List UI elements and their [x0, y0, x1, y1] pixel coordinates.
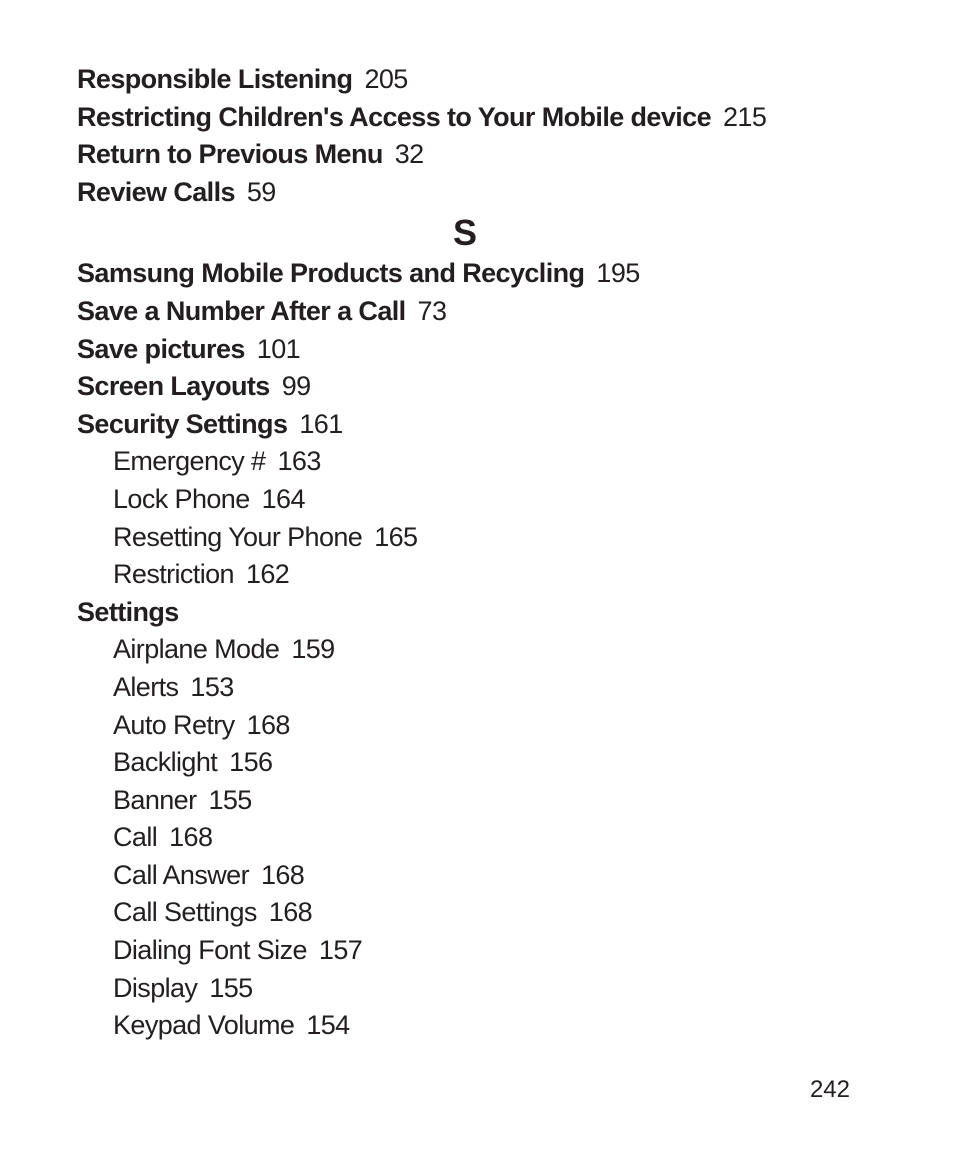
index-subentry	[77, 782, 897, 820]
index-page-ref: 168	[268, 897, 313, 928]
index-entry	[77, 594, 897, 632]
index-term: Lock Phone	[113, 483, 250, 514]
index-entry	[77, 293, 897, 331]
index-page-ref: 215	[723, 101, 767, 132]
index-term: Security Settings	[77, 408, 288, 439]
index-term: Restricting Children's Access to Your Mobile device	[77, 101, 711, 132]
page-number: 242	[809, 1076, 850, 1103]
index-entry	[77, 406, 897, 444]
index-page-ref: 159	[291, 634, 335, 665]
index-term: Keypad Volume	[113, 1010, 295, 1041]
index-entry	[77, 368, 897, 406]
index-page-ref: 163	[277, 446, 321, 477]
index-term: Save a Number After a Call	[77, 295, 406, 326]
index-term: Call	[113, 822, 158, 853]
index-subentry	[77, 556, 897, 594]
index-entry	[77, 331, 897, 369]
index-page-ref: 32	[394, 139, 424, 170]
index-subentry	[77, 970, 897, 1008]
index-term: Airplane Mode	[113, 634, 280, 665]
index-term: Return to Previous Menu	[77, 139, 383, 170]
index-term: Samsung Mobile Products and Recycling	[77, 258, 585, 289]
index-page-ref: 162	[245, 559, 290, 590]
index-term: Alerts	[113, 671, 179, 702]
index-term: Call Answer	[113, 859, 249, 890]
index-term: Review Calls	[77, 176, 235, 207]
index-page-ref: 155	[209, 972, 253, 1003]
index-subentry	[77, 631, 897, 669]
index-term: Dialing Font Size	[113, 935, 307, 966]
index-page-ref: 59	[246, 176, 276, 207]
index-page-ref: 153	[190, 671, 234, 702]
index-entry	[77, 61, 897, 99]
index-page-ref: 164	[261, 483, 305, 514]
index-term: Backlight	[113, 747, 218, 778]
index-term: Settings	[77, 596, 179, 627]
index-entry	[77, 255, 897, 293]
index-page-ref: 168	[260, 859, 305, 890]
index-page-ref: 195	[596, 258, 640, 289]
index-entry	[77, 99, 897, 137]
index-subentry	[77, 669, 897, 707]
index-term: Restriction	[113, 559, 234, 590]
index-subentry	[77, 1007, 897, 1045]
index-page-ref: 168	[246, 709, 290, 740]
index-subentry	[77, 707, 897, 745]
index-subentry	[77, 443, 897, 481]
index-term: Resetting Your Phone	[113, 521, 363, 552]
index-list	[77, 61, 897, 1045]
index-page-ref: 165	[374, 521, 418, 552]
index-subentry	[77, 932, 897, 970]
index-subentry	[77, 857, 897, 895]
index-page-ref: 101	[256, 333, 301, 364]
index-page-ref: 99	[281, 371, 311, 402]
index-term: Save pictures	[77, 333, 245, 364]
index-page-ref: 168	[169, 822, 213, 853]
index-page-ref: 157	[318, 935, 363, 966]
index-page-ref: 155	[208, 784, 252, 815]
index-subentry	[77, 481, 897, 519]
index-entry	[77, 136, 897, 174]
index-term: Auto Retry	[113, 709, 235, 740]
index-subentry	[77, 894, 897, 932]
index-term: Display	[113, 972, 198, 1003]
index-entry	[77, 174, 897, 212]
section-letter: S	[452, 212, 477, 254]
index-term: Screen Layouts	[77, 371, 270, 402]
index-page-ref: 161	[299, 408, 343, 439]
index-page-ref: 73	[417, 295, 447, 326]
index-term: Emergency #	[113, 446, 266, 477]
index-term: Call Settings	[113, 897, 257, 928]
index-page-ref: 205	[364, 64, 408, 94]
index-page-ref: 156	[229, 747, 273, 778]
index-subentry	[77, 519, 897, 557]
index-term: Banner	[113, 784, 197, 815]
index-subentry	[77, 819, 897, 857]
index-subentry	[77, 744, 897, 782]
index-page-ref: 154	[306, 1010, 350, 1041]
index-term: Responsible Listening	[77, 64, 353, 94]
